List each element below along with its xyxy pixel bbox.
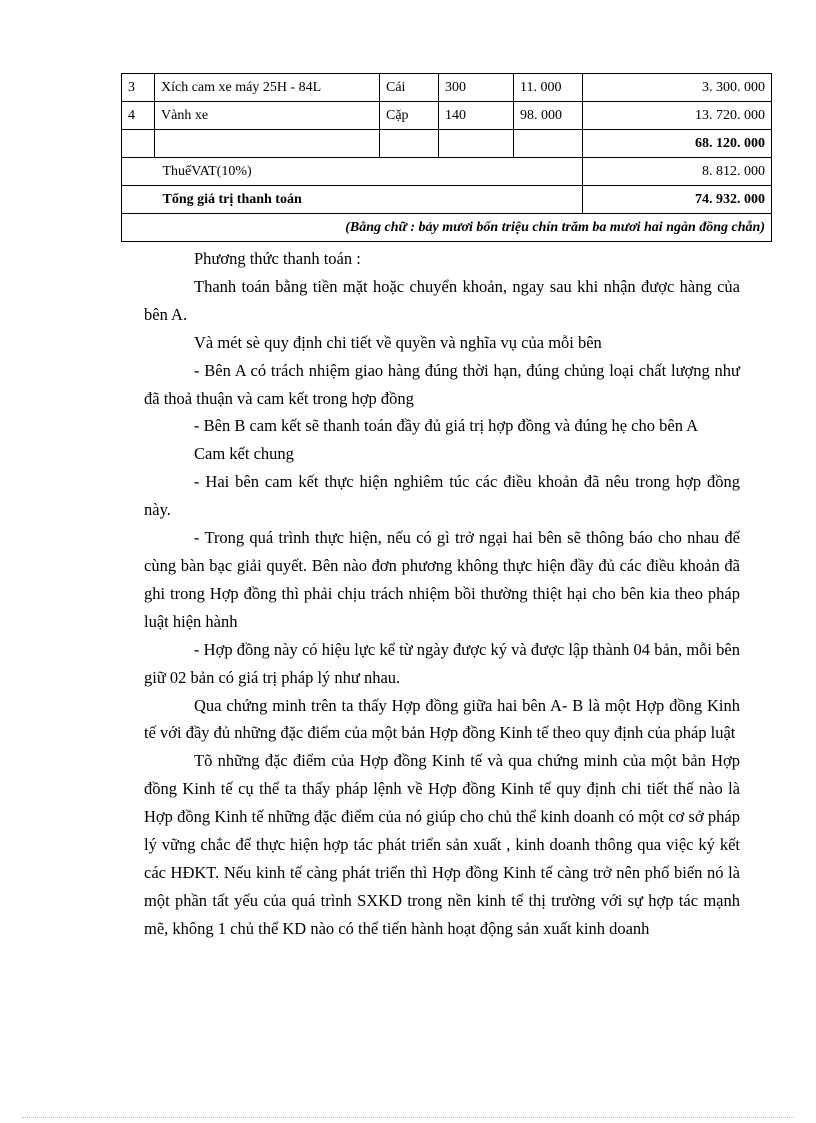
- vat-value: 8. 812. 000: [583, 158, 772, 186]
- in-words-row: [122, 214, 772, 242]
- row-stt: 3: [122, 74, 155, 102]
- paragraph: - Trong quá trình thực hiện, nếu có gì trở ngại hai bên sẽ thông báo cho nhau để cùng bàn bạc giải quyết. Bên nào đơn phương không thực hiện đầy đủ các điều khoản đã ghi trong Hợp đồng thì phải chịu trách nhiệm bồi thường thiệt hại cho bên kia theo pháp luật hiện hành: [144, 528, 740, 631]
- total-label: Tổng giá trị thanh toán: [155, 186, 583, 214]
- paragraph: - Bên A có trách nhiệm giao hàng đúng thời hạn, đúng chủng loại chất lượng như đã thoả thuận và cam kết trong hợp đồng: [144, 360, 740, 408]
- total-row: [122, 186, 772, 214]
- row-unit: Cặp: [380, 102, 439, 130]
- paragraph: Tõ những đặc điểm của Hợp đồng Kinh tế và qua chứng minh của một bản Hợp đồng Kinh tế cụ thể ta thấy pháp lệnh về Hợp đồng Kinh tế quy định chi tiết thế nào là Hợp đồng Kinh tế những đặc điểm của nó giúp cho chủ thể kinh doanh có một cơ sở pháp lý vững chắc để thực hiện hợp tác phát triển sản xuất , kinh doanh thông qua việc ký kết các HĐKT. Nếu kinh tế càng phát triển thì Hợp đồng Kinh tế càng trở nên phổ biến nó là một phần tất yếu của quá trình SXKD trong nền kinh tế thị trường với sự hợp tác mạnh mẽ, không 1 chủ thể KD nào có thể tiến hành hoạt động sản xuất kinh doanh: [144, 751, 740, 938]
- vat-row: [122, 158, 772, 186]
- subtotal-value: 68. 120. 000: [583, 130, 772, 158]
- amount-in-words: (Bằng chữ : bảy mươi bốn triệu chín trăm ba mươi hai ngàn đồng chẵn): [122, 214, 772, 242]
- row-price: 98. 000: [514, 102, 583, 130]
- row-qty: 300: [439, 74, 514, 102]
- paragraph: Qua chứng minh trên ta thấy Hợp đồng giữa hai bên A- B là một Hợp đồng Kinh tế với đầy đủ những đặc điểm của một bản Hợp đồng Kinh tế theo quy định của pháp luật: [144, 695, 740, 743]
- paragraph: - Bên B cam kết sẽ thanh toán đầy đủ giá trị hợp đồng và đúng hẹ cho bên A: [194, 416, 699, 436]
- row-name: Xích cam xe máy 25H - 84L: [155, 74, 380, 102]
- paragraph: Cam kết chung: [194, 444, 294, 464]
- table-row: [122, 102, 772, 130]
- paragraph: - Hai bên cam kết thực hiện nghiêm túc các điều khoản đã nêu trong hợp đồng này.: [144, 472, 740, 520]
- row-name: Vành xe: [155, 102, 380, 130]
- invoice-table: [121, 73, 772, 242]
- page-footer-divider: [22, 1117, 794, 1118]
- row-stt: 4: [122, 102, 155, 130]
- row-amount: 13. 720. 000: [583, 102, 772, 130]
- row-amount: 3. 300. 000: [583, 74, 772, 102]
- row-price: 11. 000: [514, 74, 583, 102]
- paragraph: Phương thức thanh toán :: [194, 249, 361, 268]
- total-value: 74. 932. 000: [583, 186, 772, 214]
- paragraph: Thanh toán bằng tiền mặt hoặc chuyển khoản, ngay sau khi nhận được hàng của bên A.: [144, 276, 740, 324]
- paragraph: - Hợp đồng này có hiệu lực kể từ ngày được ký và được lập thành 04 bản, mỗi bên giữ 02 bản có giá trị pháp lý như nhau.: [144, 639, 740, 687]
- table-row: [122, 74, 772, 102]
- body-text: [144, 245, 740, 943]
- subtotal-row: [122, 130, 772, 158]
- vat-label: ThuếVAT(10%): [155, 158, 583, 186]
- row-qty: 140: [439, 102, 514, 130]
- paragraph: Và mét sè quy định chi tiết về quyền và nghĩa vụ của mỗi bên: [194, 332, 602, 352]
- row-unit: Cái: [380, 74, 439, 102]
